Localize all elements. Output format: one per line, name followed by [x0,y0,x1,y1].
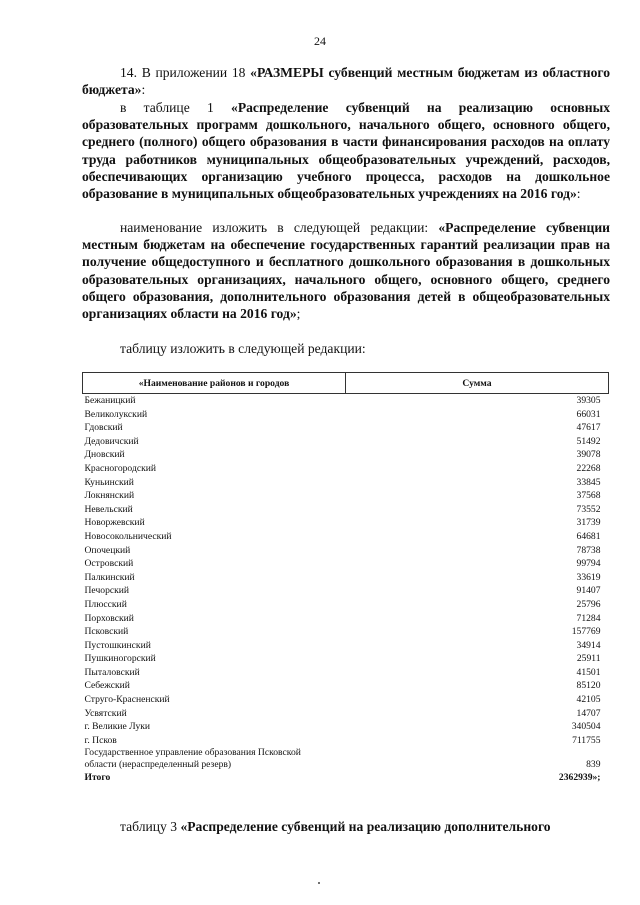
paragraph-title-edit [82,219,610,322]
table-row [83,720,609,734]
table-row [83,448,609,462]
paragraph-table-edit [82,340,610,357]
table-row [83,571,609,585]
table-row [83,557,609,571]
paragraph-table-1 [82,99,610,202]
amount-cell: 37568 [576,490,601,502]
district-name-cell: Пыталовский [84,666,140,678]
amount-cell: 41501 [576,666,601,678]
amount-cell: 34914 [576,639,601,651]
amount-cell: 64681 [576,530,601,542]
table-row [83,462,609,476]
table-row [83,584,609,598]
table-row [83,476,609,490]
para2-bold: «Распределение субвенций на реализацию основных образовательных программ дошкольного, начального общего, основного общего, среднего (полного) общего образования в части финансирования расходов на оплату труда работников муниципальных общеобразовательных учреждений, расходов, обеспечивающих организацию учебного процесса, расходов на дошкольное образование в муниципальных общеобразовательных учреждениях на 2016 год» [82,100,610,202]
table-row [83,707,609,721]
table-row [83,503,609,517]
amount-cell: 39078 [576,449,601,461]
table-header-row [83,373,609,394]
table-row [83,435,609,449]
district-name-cell: Локнянский [84,490,135,502]
district-name-cell: Новоржевский [84,517,145,529]
amount-cell: 33619 [576,571,601,583]
district-name-cell: Палкинский [84,571,135,583]
amount-cell: 25911 [576,653,601,665]
district-name-cell: Гдовский [84,422,123,434]
amount-cell: 71284 [576,612,601,624]
reserve-name-cell [83,747,346,771]
amount-cell: 25796 [576,598,601,610]
reserve-name-line1: Государственное управление образования Псковской [84,747,301,759]
table-row [83,516,609,530]
district-name-cell: Островский [84,558,134,570]
amount-cell: 14707 [576,707,601,719]
table-row [83,625,609,639]
total-amount-cell: 2362939»; [558,772,601,784]
reserve-name-line2: области (нераспределенный резерв) [84,759,232,771]
table-body [83,394,609,786]
amount-cell: 33845 [576,476,601,488]
page-number: 24 [314,34,326,48]
distribution-table-wrapper [82,372,609,785]
total-label-cell: Итого [84,772,111,784]
para4-text: таблицу изложить в следующей редакции: [120,341,366,356]
amount-cell: 157769 [571,626,601,638]
district-name-cell: Усвятский [84,707,127,719]
table-row-reserve [83,747,609,771]
table-row [83,679,609,693]
district-name-cell: Печорский [84,585,130,597]
district-name-cell: Струго-Красненский [84,694,170,706]
district-name-cell: Бежаницкий [84,395,136,406]
table-row [83,693,609,707]
amount-cell: 85120 [576,680,601,692]
header-sum-column: Сумма [346,373,609,394]
district-name-cell: Опочецкий [84,544,131,556]
table-row [83,666,609,680]
para3-suffix: ; [296,306,301,322]
district-name-cell: Новосокольнический [84,530,172,542]
para1-bold: «РАЗМЕРЫ субвенций местным бюджетам из областного бюджета» [82,65,610,98]
para5-prefix: таблицу 3 [120,819,181,834]
amount-cell: 39305 [576,395,601,406]
amount-cell: 22268 [576,462,601,474]
amount-cell: 99794 [576,558,601,570]
amount-cell: 73552 [576,503,601,515]
distribution-table [82,372,609,785]
amount-cell: 31739 [576,517,601,529]
para3-prefix: наименование изложить в следующей редакции: [120,220,439,235]
district-name-cell: Пустошкинский [84,639,151,651]
table-row [83,598,609,612]
table-row [83,652,609,666]
district-name-cell: Куньинский [84,476,134,488]
amount-cell: 47617 [576,422,601,434]
amount-cell: 51492 [576,435,601,447]
table-row [83,734,609,748]
table-row [83,489,609,503]
amount-cell: 91407 [576,585,601,597]
table-row [83,612,609,626]
district-name-cell: г. Псков [84,734,117,746]
amount-cell: 78738 [576,544,601,556]
table-row [83,394,609,408]
district-name-cell: Порховский [84,612,134,624]
district-name-cell: Псковский [84,626,129,638]
header-name-column: «Наименование районов и городов [83,373,346,394]
reserve-amount-cell: 839 [586,759,601,771]
paragraph-table-3 [82,818,610,835]
district-name-cell: Дедовичский [84,435,139,447]
district-name-cell: Себежский [84,680,130,692]
district-name-cell: Красногородский [84,462,157,474]
amount-cell: 711755 [572,734,601,746]
table-row [83,421,609,435]
amount-cell: 340504 [571,721,601,733]
para1-prefix: 14. В приложении 18 [120,65,251,80]
amount-cell: 42105 [576,694,601,706]
district-name-cell: Пушкиногорский [84,653,156,665]
para3-bold: «Распределение субвенции местным бюджетам на обеспечение государственных гарантий реализации прав на получение общедоступного и бесплатного дошкольного образования в дошкольных образовательных организациях, начального общего, основного общего, среднего общего образования, дополнительного образования детей в общеобразовательных организациях области на 2016 год» [82,220,610,322]
amount-cell: 66031 [576,408,601,420]
district-name-cell: г. Великие Луки [84,721,151,733]
district-name-cell: Великолукский [84,408,148,420]
district-name-cell: Дновский [84,449,125,461]
para2-prefix: в таблице 1 [120,100,232,115]
table-row [83,639,609,653]
paragraph-appendix-18 [82,64,610,98]
district-name-cell: Невельский [84,503,133,515]
table-row-total [83,771,609,785]
para2-suffix: : [576,186,581,202]
table-row [83,530,609,544]
district-name-cell: Плюсский [84,598,127,610]
table-row [83,408,609,422]
table-row [83,544,609,558]
para1-suffix: : [141,82,146,98]
para5-bold: «Распределение субвенций на реализацию дополнительного [180,819,551,834]
scan-speck [318,882,320,884]
